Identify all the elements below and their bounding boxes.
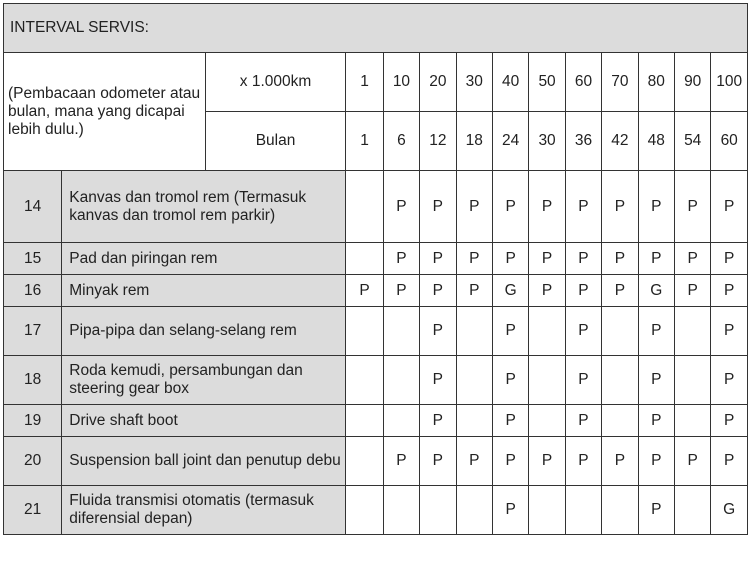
service-mark: P — [602, 171, 638, 243]
service-mark — [346, 405, 383, 437]
service-mark: P — [383, 243, 419, 275]
service-mark: P — [456, 437, 492, 486]
item-description: Pad dan piringan rem — [62, 243, 346, 275]
item-description: Pipa-pipa dan selang-selang rem — [62, 307, 346, 356]
service-mark: G — [711, 486, 748, 535]
month-interval-value: 1 — [346, 112, 383, 171]
service-mark: P — [638, 171, 674, 243]
service-mark: P — [565, 307, 601, 356]
service-mark: P — [674, 243, 710, 275]
service-mark: P — [420, 171, 456, 243]
service-mark: P — [456, 171, 492, 243]
service-mark: P — [383, 275, 419, 307]
service-mark: P — [565, 437, 601, 486]
service-mark — [602, 486, 638, 535]
month-interval-value: 30 — [529, 112, 565, 171]
service-mark: P — [711, 356, 748, 405]
service-mark: P — [529, 437, 565, 486]
item-number: 21 — [4, 486, 62, 535]
service-mark: P — [602, 243, 638, 275]
service-mark — [456, 405, 492, 437]
service-mark: P — [492, 486, 528, 535]
item-number: 19 — [4, 405, 62, 437]
month-interval-value: 12 — [420, 112, 456, 171]
service-mark — [456, 307, 492, 356]
month-interval-value: 6 — [383, 112, 419, 171]
month-interval-value: 24 — [492, 112, 528, 171]
service-mark: P — [420, 356, 456, 405]
service-mark — [674, 405, 710, 437]
service-mark: P — [565, 405, 601, 437]
service-mark: P — [674, 275, 710, 307]
km-interval-value: 10 — [383, 53, 419, 112]
km-interval-value: 80 — [638, 53, 674, 112]
item-description: Minyak rem — [62, 275, 346, 307]
service-mark: P — [529, 243, 565, 275]
service-mark — [456, 356, 492, 405]
item-number: 16 — [4, 275, 62, 307]
table-row — [4, 307, 748, 356]
item-description: Drive shaft boot — [62, 405, 346, 437]
service-mark: P — [711, 405, 748, 437]
table-row — [4, 171, 748, 243]
service-mark — [383, 356, 419, 405]
table-row — [4, 243, 748, 275]
item-number: 18 — [4, 356, 62, 405]
service-mark — [529, 405, 565, 437]
item-number: 15 — [4, 243, 62, 275]
service-mark — [529, 307, 565, 356]
service-mark: P — [529, 275, 565, 307]
km-header-row — [4, 53, 748, 112]
service-mark — [383, 307, 419, 356]
service-mark: P — [420, 405, 456, 437]
service-mark — [383, 405, 419, 437]
service-mark: P — [492, 171, 528, 243]
service-mark — [346, 243, 383, 275]
service-mark: P — [383, 437, 419, 486]
month-interval-value: 60 — [711, 112, 748, 171]
service-mark — [346, 437, 383, 486]
service-mark: P — [638, 437, 674, 486]
service-mark — [602, 307, 638, 356]
service-interval-sheet — [3, 3, 748, 565]
service-mark — [674, 307, 710, 356]
service-mark: P — [346, 275, 383, 307]
table-row — [4, 486, 748, 535]
item-description: Kanvas dan tromol rem (Termasuk kanvas dan tromol rem parkir) — [62, 171, 346, 243]
service-mark: G — [492, 275, 528, 307]
service-mark: P — [711, 307, 748, 356]
service-mark — [565, 486, 601, 535]
table-row — [4, 356, 748, 405]
service-mark: P — [638, 356, 674, 405]
item-description: Fluida transmisi otomatis (termasuk diferensial depan) — [62, 486, 346, 535]
month-interval-value: 18 — [456, 112, 492, 171]
service-mark: G — [638, 275, 674, 307]
km-interval-value: 60 — [565, 53, 601, 112]
service-mark: P — [383, 171, 419, 243]
service-mark: P — [420, 275, 456, 307]
service-mark: P — [711, 171, 748, 243]
service-mark — [602, 405, 638, 437]
service-mark: P — [638, 307, 674, 356]
service-mark: P — [638, 405, 674, 437]
service-mark: P — [674, 437, 710, 486]
service-mark: P — [492, 437, 528, 486]
item-number: 17 — [4, 307, 62, 356]
reading-note: (Pembacaan odometer atau bulan, mana yang dicapai lebih dulu.) — [4, 53, 206, 171]
service-mark — [602, 356, 638, 405]
service-mark: P — [711, 275, 748, 307]
km-interval-value: 20 — [420, 53, 456, 112]
service-mark — [529, 486, 565, 535]
service-mark: P — [711, 243, 748, 275]
service-mark: P — [420, 243, 456, 275]
km-interval-value: 100 — [711, 53, 748, 112]
service-mark: P — [602, 437, 638, 486]
service-mark: P — [674, 171, 710, 243]
month-interval-value: 48 — [638, 112, 674, 171]
km-interval-value: 70 — [602, 53, 638, 112]
month-interval-value: 42 — [602, 112, 638, 171]
service-mark — [346, 171, 383, 243]
service-interval-table — [3, 3, 748, 535]
item-number: 20 — [4, 437, 62, 486]
month-unit-label: Bulan — [205, 112, 345, 171]
service-mark — [346, 356, 383, 405]
service-mark — [456, 486, 492, 535]
table-row — [4, 405, 748, 437]
table-row — [4, 437, 748, 486]
service-mark: P — [456, 243, 492, 275]
service-mark: P — [638, 243, 674, 275]
service-mark: P — [456, 275, 492, 307]
km-unit-label: x 1.000km — [205, 53, 345, 112]
service-mark — [420, 486, 456, 535]
km-interval-value: 40 — [492, 53, 528, 112]
month-interval-value: 36 — [565, 112, 601, 171]
service-mark: P — [420, 307, 456, 356]
service-mark: P — [420, 437, 456, 486]
service-mark: P — [529, 171, 565, 243]
service-mark: P — [565, 356, 601, 405]
service-mark: P — [492, 307, 528, 356]
service-mark: P — [565, 275, 601, 307]
service-mark: P — [492, 243, 528, 275]
service-mark: P — [638, 486, 674, 535]
service-mark — [529, 356, 565, 405]
service-mark: P — [492, 405, 528, 437]
km-interval-value: 50 — [529, 53, 565, 112]
item-description: Suspension ball joint dan penutup debu — [62, 437, 346, 486]
service-mark — [346, 486, 383, 535]
service-mark — [674, 356, 710, 405]
item-description: Roda kemudi, persambungan dan steering gear box — [62, 356, 346, 405]
table-title: INTERVAL SERVIS: — [4, 4, 748, 53]
table-row — [4, 275, 748, 307]
service-mark: P — [711, 437, 748, 486]
service-mark: P — [602, 275, 638, 307]
service-mark: P — [492, 356, 528, 405]
km-interval-value: 90 — [674, 53, 710, 112]
service-mark: P — [565, 171, 601, 243]
service-mark: P — [565, 243, 601, 275]
item-number: 14 — [4, 171, 62, 243]
km-interval-value: 1 — [346, 53, 383, 112]
month-interval-value: 54 — [674, 112, 710, 171]
km-interval-value: 30 — [456, 53, 492, 112]
service-mark — [383, 486, 419, 535]
service-mark — [674, 486, 710, 535]
service-mark — [346, 307, 383, 356]
